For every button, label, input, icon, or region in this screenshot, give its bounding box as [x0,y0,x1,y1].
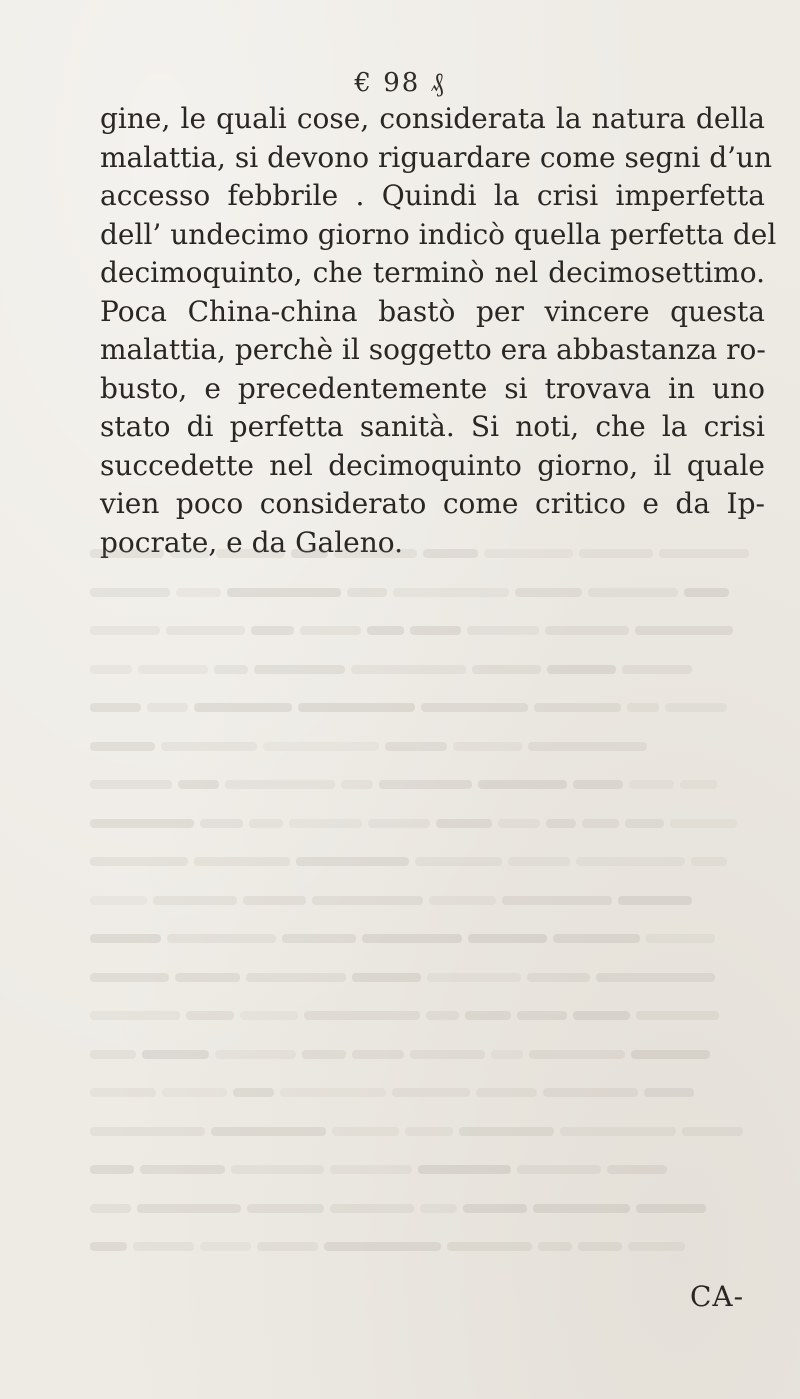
text-line: decimoquinto, che terminò nel decimosettimo. [100,256,765,289]
page-number: € 98 ₰ [354,68,446,98]
body-text [100,100,777,562]
text-line: malattia, perchè il soggetto era abbastanza ro- [100,333,766,366]
show-through-line [90,766,780,805]
reverse-side-show-through [90,535,780,1295]
show-through-line [90,1113,780,1152]
text-line: stato di perfetta sanità. Si noti, che la crisi [100,410,765,443]
show-through-line [90,959,780,998]
text-line: busto, e precedentemente si trovava in uno [100,371,765,405]
text-line: gine, le quali cose, considerata la natura della [100,102,765,135]
show-through-line [90,574,780,613]
text-line: pocrate, e da Galeno. [100,525,404,559]
show-through-line [90,1151,780,1190]
show-through-line [90,920,780,959]
text-line: vien poco considerato come critico e da Ip- [100,487,765,520]
text-line: succedette nel decimoquinto giorno, il quale [100,448,765,482]
show-through-line [90,805,780,844]
show-through-line [90,843,780,882]
show-through-line [90,651,780,690]
show-through-line [90,1074,780,1113]
text-line: malattia, si devono riguardare come segni d’un [100,140,773,174]
catchword: CA- [690,1280,745,1313]
show-through-line [90,882,780,921]
show-through-line [90,1036,780,1075]
show-through-line [90,997,780,1036]
show-through-line [90,1190,780,1229]
text-line: accesso febbrile . Quindi la crisi imperfetta [100,179,765,212]
show-through-line [90,612,780,651]
text-line: dell’ undecimo giorno indicò quella perfetta del [100,217,777,251]
show-through-line [90,728,780,767]
text-line: Poca China-china bastò per vincere questa [100,294,765,328]
show-through-line [90,535,780,574]
show-through-line [90,1228,780,1267]
show-through-line [90,689,780,728]
